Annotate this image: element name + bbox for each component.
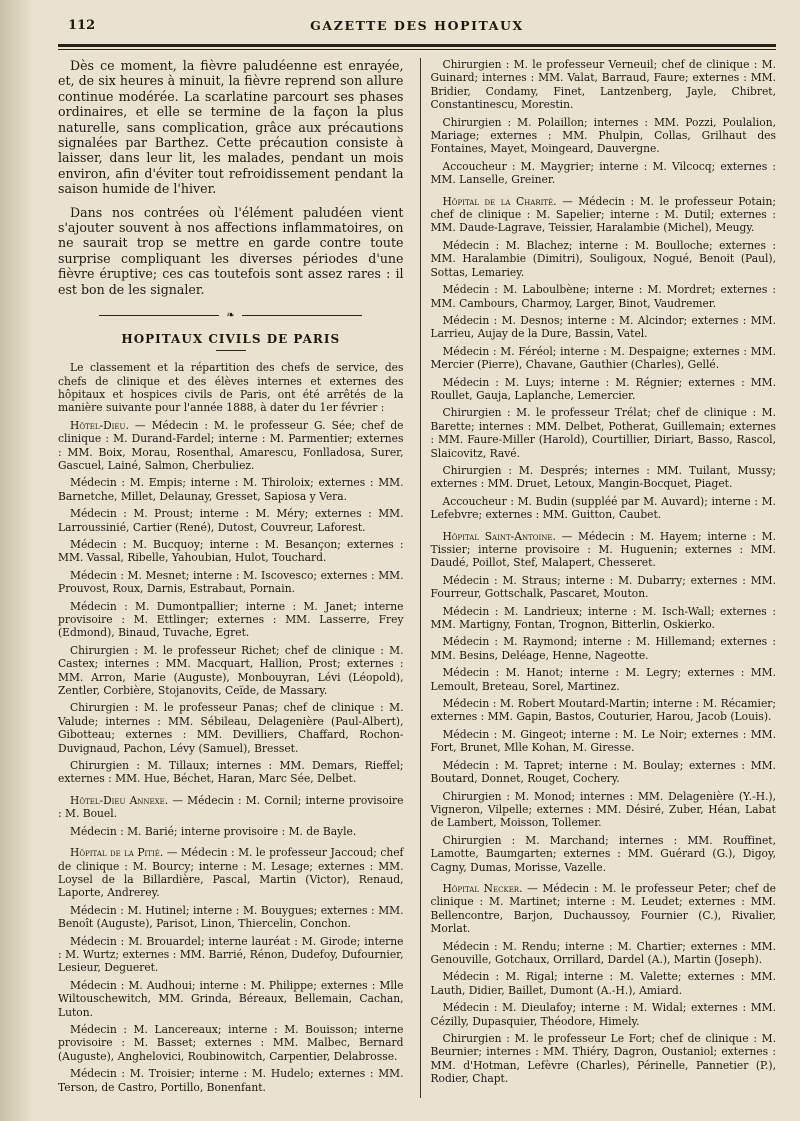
appointment-entry [58,476,404,503]
hospital-name: Hôpital Saint-Antoine. [442,529,556,543]
appointment-entry [58,569,404,596]
appointment-text: Médecin : M. Gingeot; interne : M. Le Noir; externes : MM. Fort, Brunet, Mlle Kohan, M. Giresse. [430,727,776,755]
left-appointments-list [58,419,404,1094]
appointment-text: Médecin : M. Desnos; interne : M. Alcindor; externes : MM. Larrieu, Aujay de la Dure, Bassin, Vatel. [430,313,776,341]
appointment-entry [430,116,776,156]
appointment-text: Médecin : M. Dieulafoy; interne : M. Widal; externes : MM. Cézilly, Dupasquier, Théodore, Himely. [430,1001,776,1028]
appointment-entry [430,406,776,460]
appointment-entry [430,160,776,187]
appointment-text: Médecin : M. Dumontpallier; interne : M. Janet; interne provisoire : M. Ettlinger; externes : MM. Lasserre, Frey (Edmond), Binaud, Tuvache, Egret. [58,599,404,640]
appointment-entry [58,846,404,900]
page-binding-edge [0,0,34,1121]
journal-title: GAZETTE DES HOPITAUX [310,18,524,33]
appointment-text: Médecin : M. Troisier; interne : M. Hudelo; externes : MM. Terson, de Castro, Portillo, Bonenfant. [58,1067,404,1094]
appointment-text: — Médecin : M. Hayem; interne : M. Tissier; interne provisoire : M. Huguenin; externes : MM. Daudé, Poillot, Stef, Malapert, Chesseret. [430,529,776,570]
appointment-text: Médecin : M. Landrieux; interne : M. Isch-Wall; externes : MM. Martigny, Fontan, Trognon, Bitterlin, Oskierko. [430,604,776,632]
section-intro: Le classement et la répartition des chefs de service, des chefs de clinique et des élèves internes et externes des hôpitaux et hospices civils de Paris, ont été arrêtés de la manière suivante pour l'année 1888, à dater du 1er février : [58,361,404,415]
appointment-text: Accoucheur : M. Budin (suppléé par M. Auvard); interne : M. Lefebvre; externes : MM. Guitton, Caubet. [430,494,776,522]
appointment-entry [430,1001,776,1028]
appointment-text: Chirurgien : M. Polaillon; internes : MM. Pozzi, Poulalion, Mariage; externes : MM. Phulpin, Collas, Grilhaut des Fontaines, Mayet, Moingeard, Dauvergne. [430,115,776,156]
left-column [58,58,412,1098]
appointment-text: Médecin : M. Laboulbène; interne : M. Mordret; externes : MM. Cambours, Charmoy, Larger, Binot, Vaudremer. [430,283,776,310]
hospital-name: Hôtel-Dieu. [70,418,129,432]
appointment-text: — Médecin : M. le professeur Jaccoud; chef de clinique : M. Bourcy; interne : M. Lesage; externes : MM. Loysel de la Billardière, Pascal, Martin (Victor), Renaud, Laporte, Andrerey. [58,846,404,900]
appointment-text: — Médecin : M. le professeur Potain; chef de clinique : M. Sapelier; interne : M. Dutil; externes : MM. Daude-Lagrave, Teissier, Haralambie (Michel), Meugy. [430,194,776,235]
hospital-name: Hôpital de la Charité. [442,194,557,208]
fleuron-icon: ❧ [226,310,235,322]
appointment-text: Médecin : M. Rigal; interne : M. Valette; externes : MM. Lauth, Didier, Baillet, Dumont (A.-H.), Amiard. [430,970,776,997]
appointment-entry [58,979,404,1019]
appointment-entry [430,697,776,724]
section-ornament [58,309,404,323]
appointment-text: Chirurgien : M. le professeur Le Fort; chef de clinique : M. Beurnier; internes : MM. Thiéry, Dagron, Oustaniol; externes : MM. d'Hotman, Lefèvre (Charles), Périnelle, Pannetier (P.), Rodier, Chapt. [430,1032,776,1086]
appointment-entry [430,574,776,601]
article-paragraph: Dans nos contrées où l'élément paludéen vient s'ajouter souvent à nos affections inflammatoires, on ne saurait trop se mettre en garde contre toute surprise compliquant les diverses périodes d'une fièvre éruptive; ces cas toutefois sont assez rares : il est bon de les signaler. [58,204,404,297]
appointment-entry [58,1023,404,1063]
appointment-text: Médecin : M. Blachez; interne : M. Boulloche; externes : MM. Haralambie (Dimitri), Souligoux, Nogué, Benoit (Paul), Sottas, Lemariey. [430,238,776,279]
appointment-entry [430,464,776,491]
text-columns [58,58,776,1098]
appointment-text: Chirurgien : M. Monod; internes : MM. Delagenière (Y.-H.), Vigneron, Vilpelle; externes : MM. Désiré, Zuber, Héan, Labat de Lambert, Moisson, Tollemer. [430,789,776,830]
appointment-text: Chirurgien : M. le professeur Richet; chef de clinique : M. Castex; internes : MM. Macquart, Hallion, Prost; externes : MM. Arron, Marie (Auguste), Monbouyran, Lévi (Léopold), Zentler, Corbière, Stojanovits, Ceïde, de Massary. [58,643,404,698]
appointment-entry [58,644,404,698]
header-rule-thick [58,44,776,47]
appointment-text: Accoucheur : M. Maygrier; interne : M. Vilcocq; externes : MM. Lanselle, Greiner. [430,159,776,187]
appointment-entry [430,605,776,632]
column-divider [420,58,421,1098]
appointment-entry [430,195,776,235]
appointment-text: Médecin : M. Proust; interne : M. Méry; externes : MM. Larroussinié, Cartier (René), Dutost, Couvreur, Laforest. [58,507,404,534]
appointment-entry [430,834,776,874]
appointment-entry [430,239,776,279]
appointment-text: Médecin : M. Féréol; interne : M. Despaigne; externes : MM. Mercier (Pierre), Chavane, Gauthier (Charles), Gellé. [430,344,776,372]
appointment-entry [430,376,776,403]
ornament-line-left [99,315,219,316]
appointment-entry [430,1032,776,1086]
appointment-text: Médecin : M. Rendu; interne : M. Chartier; externes : MM. Genouville, Gotchaux, Orrillard, Dardel (A.), Martin (Joseph). [430,939,776,966]
appointment-text: Médecin : M. Hutinel; interne : M. Bouygues; externes : MM. Benoît (Auguste), Parisot, Linon, Thiercelin, Conchon. [58,903,404,931]
appointment-text: Médecin : M. Barié; interne provisoire : M. de Bayle. [70,824,357,838]
appointment-text: Médecin : M. Audhoui; interne : M. Philippe; externes : Mlle Wiltouschewitch, MM. Grinda, Béreaux, Bellemain, Cachan, Luton. [58,978,404,1019]
appointment-entry [430,790,776,830]
appointment-entry [430,530,776,570]
appointment-text: Médecin : M. Mesnet; interne : M. Iscovesco; externes : MM. Prouvost, Roux, Darnis, Estrabaut, Pornain. [58,568,404,596]
appointment-text: Médecin : M. Lancereaux; interne : M. Bouisson; interne provisoire : M. Basset; externes : MM. Malbec, Bernard (Auguste), Anghelovici, Roubinowitch, Carpentier, Delabrosse. [58,1022,404,1063]
appointment-entry [58,904,404,931]
appointment-entry [58,935,404,975]
appointment-entry [58,825,404,838]
appointment-entry [58,538,404,565]
article-continuation [58,58,404,297]
appointment-text: — Médecin : M. le professeur G. Sée; chef de clinique : M. Durand-Fardel; interne : M. Parmentier; externes : MM. Boix, Morau, Rosenthal, Amarescu, Fonlladosa, Surer, Gascuel, Lainé, Salmon, Cherbuliez. [58,418,404,472]
hospital-name: Hôtel-Dieu Annexe. [70,793,169,807]
appointment-entry [430,283,776,310]
hospital-name: Hôpital Necker. [442,881,523,895]
page-header [58,10,776,38]
appointment-text: Médecin : M. Raymond; interne : M. Hillemand; externes : MM. Besins, Deléage, Henne, Nageotte. [430,635,776,662]
appointment-text: Chirurgien : M. le professeur Trélat; chef de clinique : M. Barette; internes : MM. Delbet, Potherat, Guillemain; externes : MM. Faure-Miller (Harold), Courtillier, Diriart, Basso, Rascol, Slaicovitz, Ravé. [430,406,776,460]
appointment-text: — Médecin : M. Cornil; interne provisoire : M. Bouel. [58,793,404,821]
appointment-entry [430,58,776,112]
appointment-text: Médecin : M. Robert Moutard-Martin; interne : M. Récamier; externes : MM. Gapin, Bastos, Couturier, Harou, Jacob (Louis). [430,697,776,724]
appointment-entry [430,666,776,693]
appointment-text: Chirurgien : M. le professeur Verneuil; chef de clinique : M. Guinard; internes : MM. Valat, Barraud, Faure; externes : MM. Bridier, Condamy, Finet, Lantzenberg, Jayle, Chibret, Constantinescu, Morestin. [430,58,776,112]
right-appointments-list [430,58,776,1086]
right-column [428,58,776,1098]
appointment-text: Médecin : M. Luys; interne : M. Régnier; externes : MM. Roullet, Gauja, Laplanche, Lemercier. [430,375,776,402]
section-title: HOPITAUX CIVILS DE PARIS [121,331,341,346]
appointment-text: Médecin : M. Hanot; interne : M. Legry; externes : MM. Lemoult, Breteau, Sorel, Martinez. [430,666,776,693]
appointment-entry [430,314,776,341]
appointment-entry [430,940,776,967]
appointment-text: Médecin : M. Straus; interne : M. Dubarry; externes : MM. Fourreur, Gottschalk, Pascaret, Mouton. [430,573,776,601]
appointment-entry [58,507,404,534]
hospital-name: Hôpital de la Pitié. [70,846,164,860]
page-number: 112 [68,18,96,33]
appointment-entry [430,635,776,662]
appointment-text: Médecin : M. Brouardel; interne lauréat : M. Girode; interne : M. Wurtz; externes : MM. Barrié, Rénon, Dudefoy, Dufournier, Lesieur, Degueret. [58,934,404,975]
appointment-text: Chirurgien : M. Després; internes : MM. Tuilant, Mussy; externes : MM. Druet, Letoux, Mangin-Bocquet, Piaget. [430,463,776,491]
appointment-entry [430,759,776,786]
appointment-text: Chirurgien : M. Marchand; internes : MM. Rouffinet, Lamotte, Baumgarten; externes : MM. Guérard (G.), Digoy, Cagny, Dumas, Morisse, Vazelle. [430,833,776,874]
ornament-line-right [242,315,362,316]
title-short-rule [216,350,246,351]
article-paragraph: Dès ce moment, la fièvre paludéenne est enrayée, et, de six heures à minuit, la fièvre reprend son allure continue modérée. La scarlatine parcourt ses phases ordinaires, et elle se termine de la façon la plus naturelle, sans complication, grâce aux précautions signalées par Barthez. Cette précaution consiste à laisser, dans leur lit, les malades, pendant un mois environ, afin d'éviter tout refroidissement pendant la saison humide de l'hiver. [58,58,404,197]
appointment-entry [430,970,776,997]
appointment-entry [430,345,776,372]
appointment-entry [58,759,404,786]
header-rule-thin [58,49,776,50]
appointment-entry [58,794,404,821]
appointment-text: Chirurgien : M. Tillaux; internes : MM. Demars, Rieffel; externes : MM. Hue, Béchet, Haran, Marc Sée, Delbet. [58,759,404,786]
appointment-text: Médecin : M. Bucquoy; interne : M. Besançon; externes : MM. Vassal, Ribelle, Yahoubian, Hulot, Touchard. [58,537,404,565]
appointment-text: Médecin : M. Empis; interne : M. Thiroloix; externes : MM. Barnetche, Millet, Delaunay, Gresset, Sapiosa y Vera. [58,476,404,503]
appointment-entry [58,1067,404,1094]
appointment-entry [430,728,776,755]
appointment-text: Médecin : M. Tapret; interne : M. Boulay; externes : MM. Boutard, Donnet, Rouget, Cochery. [430,758,776,786]
appointment-entry [58,701,404,755]
appointment-entry [430,495,776,522]
appointment-text: Chirurgien : M. le professeur Panas; chef de clinique : M. Valude; internes : MM. Sébileau, Delagenière (Paul-Albert), Gibotteau; externes : MM. Devilliers, Chaffard, Rochon-Duvignaud, Pachon, Lévy (Samuel), Bresset. [58,701,404,755]
appointment-entry [430,882,776,936]
appointment-entry [58,419,404,473]
appointment-entry [58,600,404,640]
appointment-text: — Médecin : M. le professeur Peter; chef de clinique : M. Martinet; interne : M. Leudet; externes : MM. Bellencontre, Barjon, Duchaussoy, Fournier (C.), Rivalier, Morlat. [430,881,776,936]
